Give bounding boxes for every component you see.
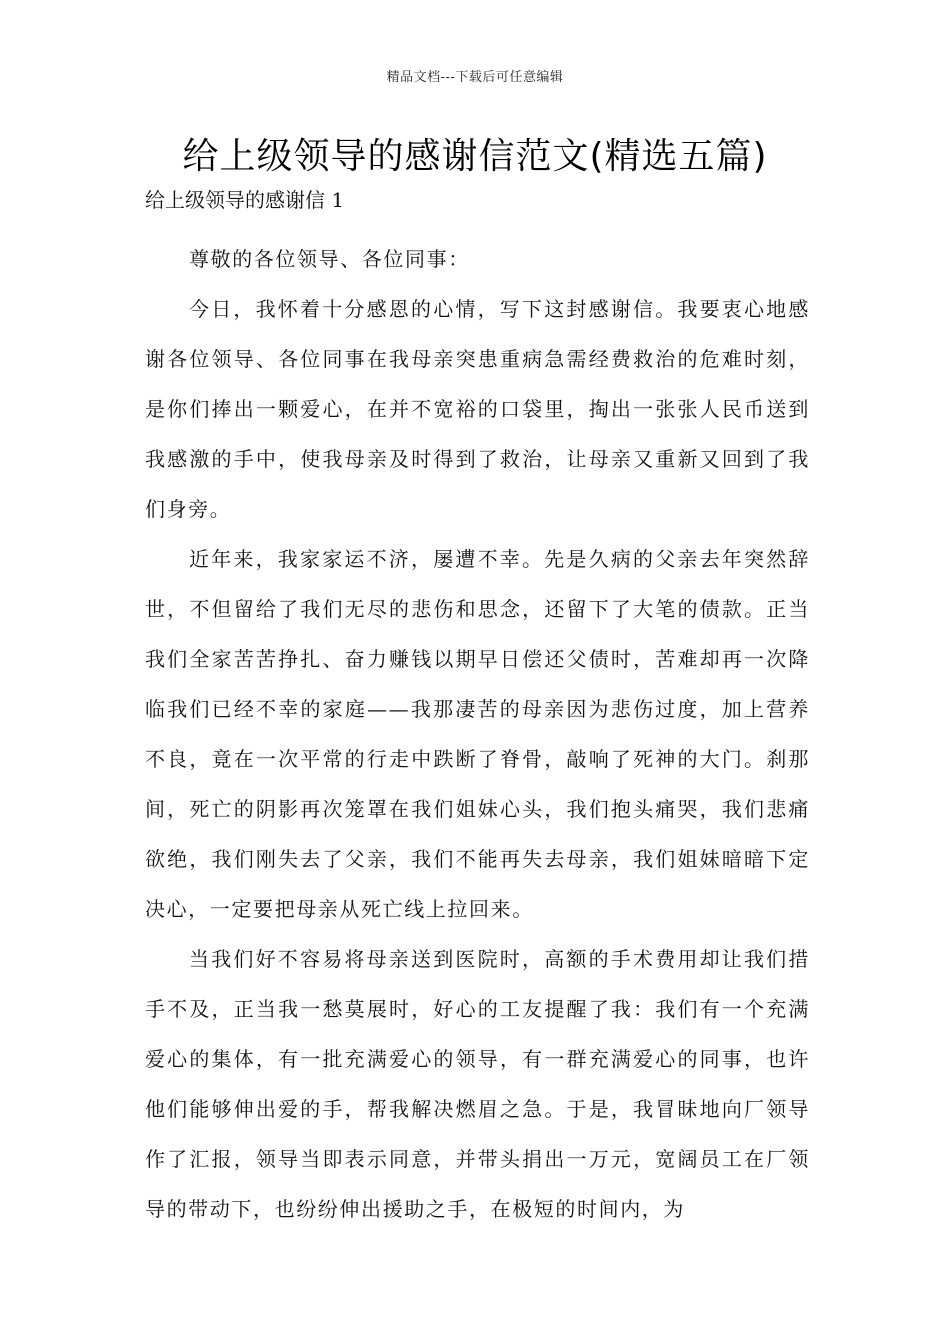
paragraph: 今日，我怀着十分感恩的心情，写下这封感谢信。我要衷心地感谢各位领导、各位同事在我母亲突患重病急需经费救治的危难时刻，是你们捧出一颗爱心，在并不宽裕的口袋里，掏出一张张人民币送到我感激的手中，使我母亲及时得到了救治，让母亲又重新又回到了我们身旁。 xyxy=(145,297,810,521)
paragraph-greeting: 尊敬的各位领导、各位同事： xyxy=(189,247,470,271)
section-heading: 给上级领导的感谢信 1 xyxy=(145,188,345,212)
document-title: 给上级领导的感谢信范文(精选五篇) xyxy=(182,136,768,177)
document-body xyxy=(145,184,810,1234)
header-note: 精品文档---下载后可任意编辑 xyxy=(386,70,564,85)
paragraph: 当我们好不容易将母亲送到医院时，高额的手术费用却让我们措手不及，正当我一愁莫展时，好心的工友提醒了我：我们有一个充满爱心的集体，有一批充满爱心的领导，有一群充满爱心的同事，也许他们能够伸出爱的手，帮我解决燃眉之急。于是，我冒昧地向厂领导作了汇报，领导当即表示同意，并带头捐出一万元，宽阔员工在厂领导的带动下，也纷纷伸出援助之手，在极短的时间内，为 xyxy=(145,947,810,1221)
paragraph: 近年来，我家家运不济，屡遭不幸。先是久病的父亲去年突然辞世，不但留给了我们无尽的悲伤和思念，还留下了大笔的债款。正当我们全家苦苦挣扎、奋力赚钱以期早日偿还父债时，苦难却再一次降临我们已经不幸的家庭——我那凄苦的母亲因为悲伤过度，加上营养不良，竟在一次平常的行走中跌断了脊骨，敲响了死神的大门。刹那间，死亡的阴影再次笼罩在我们姐妹心头，我们抱头痛哭，我们悲痛欲绝，我们刚失去了父亲，我们不能再失去母亲，我们姐妹暗暗下定决心，一定要把母亲从死亡线上拉回来。 xyxy=(145,547,810,921)
